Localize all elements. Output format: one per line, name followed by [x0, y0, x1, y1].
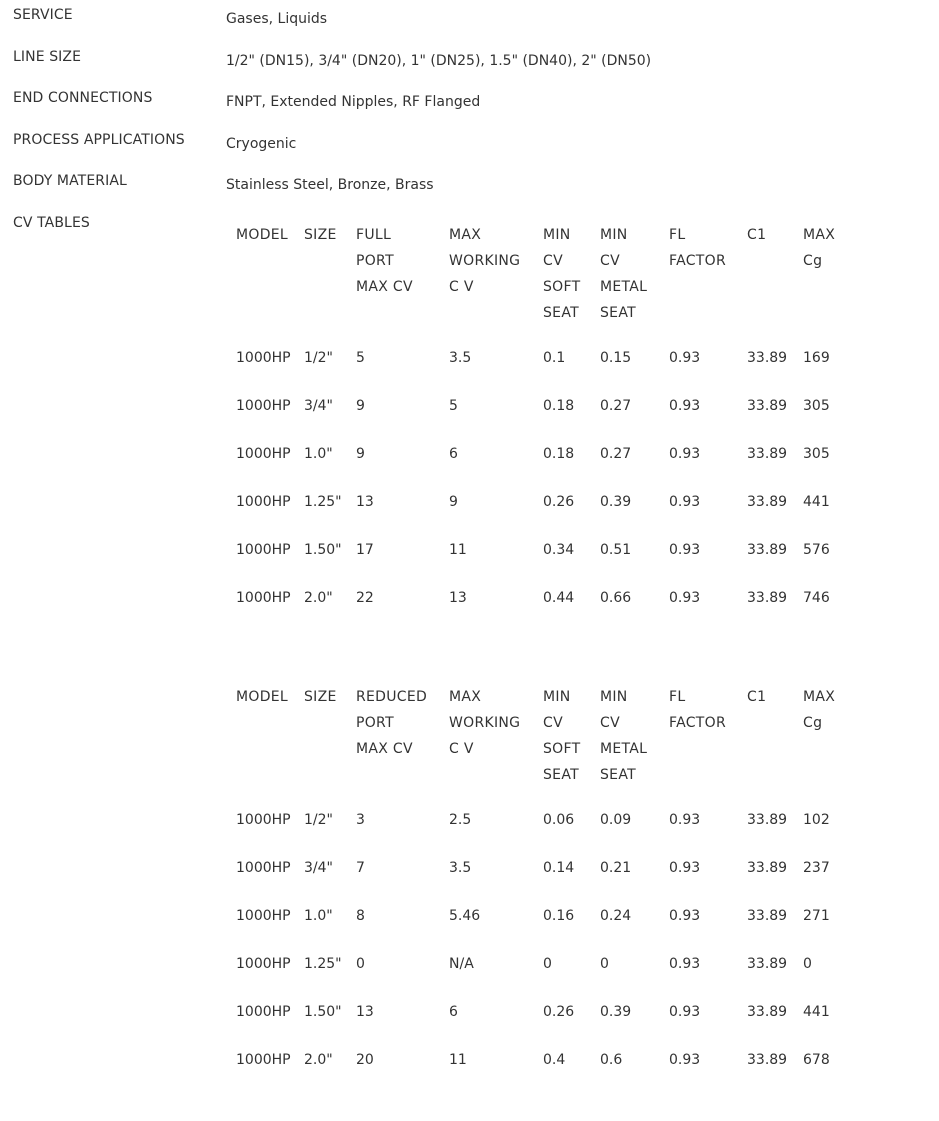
cell-max-cg: 305 [803, 446, 830, 462]
cell-max-working-cv: 5.46 [449, 908, 481, 924]
cell-fl-factor: 0.93 [669, 590, 701, 606]
spec-label: LINE SIZE [13, 49, 82, 65]
cell-model: 1000HP [236, 350, 291, 366]
header-max-working-cv [449, 227, 543, 348]
header-model [230, 689, 304, 810]
header-line: FACTOR [669, 715, 726, 731]
cell-size: 1/2" [304, 350, 333, 366]
cell-max-working-cv: 11 [449, 1052, 467, 1068]
cell-min-cv-soft-seat: 0 [543, 956, 552, 972]
header-model [230, 227, 304, 348]
table-row [230, 540, 853, 588]
header-line: FULL [356, 227, 392, 243]
cell-max-cv: 13 [356, 1004, 374, 1020]
cell-min-cv-soft-seat: 0.34 [543, 542, 575, 558]
cell-min-cv-soft-seat: 0.06 [543, 812, 575, 828]
table-row [230, 858, 853, 906]
cell-size: 3/4" [304, 860, 333, 876]
cell-max-working-cv: 3.5 [449, 860, 472, 876]
cell-c1: 33.89 [747, 1004, 788, 1020]
cell-min-cv-metal-seat: 0.39 [600, 494, 632, 510]
cell-max-cg: 271 [803, 908, 830, 924]
cell-c1: 33.89 [747, 908, 788, 924]
header-line: PORT [356, 253, 394, 269]
header-line: C V [449, 279, 474, 295]
table-row [230, 1002, 853, 1050]
cell-model: 1000HP [236, 908, 291, 924]
header-max-working-cv [449, 689, 543, 810]
header-line: MAX [803, 227, 836, 243]
header-line: WORKING [449, 253, 521, 269]
cell-size: 2.0" [304, 1052, 333, 1068]
cell-min-cv-soft-seat: 0.26 [543, 1004, 575, 1020]
cell-max-cv: 22 [356, 590, 374, 606]
spec-label: PROCESS APPLICATIONS [13, 132, 185, 148]
cell-max-cg: 237 [803, 860, 830, 876]
header-line: MAX CV [356, 741, 413, 757]
spec-label: BODY MATERIAL [13, 173, 127, 189]
spec-value: FNPT, Extended Nipples, RF Flanged [226, 94, 481, 110]
header-line: PORT [356, 715, 394, 731]
cell-c1: 33.89 [747, 956, 788, 972]
cell-min-cv-metal-seat: 0 [600, 956, 609, 972]
cell-max-cg: 305 [803, 398, 830, 414]
cell-max-working-cv: 5 [449, 398, 458, 414]
table-row [230, 810, 853, 858]
header-c1 [747, 227, 803, 348]
cell-max-working-cv: 2.5 [449, 812, 472, 828]
cell-max-cg: 441 [803, 494, 830, 510]
cell-min-cv-metal-seat: 0.21 [600, 860, 632, 876]
header-c1 [747, 689, 803, 810]
cell-fl-factor: 0.93 [669, 1004, 701, 1020]
cell-max-cg: 169 [803, 350, 830, 366]
header-line: Cg [803, 253, 823, 269]
header-line: MAX [803, 689, 836, 705]
cell-model: 1000HP [236, 446, 291, 462]
header-line: SEAT [600, 767, 636, 783]
cell-min-cv-soft-seat: 0.1 [543, 350, 566, 366]
header-max-cg [803, 227, 853, 348]
cell-fl-factor: 0.93 [669, 812, 701, 828]
cell-min-cv-soft-seat: 0.18 [543, 446, 575, 462]
cell-fl-factor: 0.93 [669, 956, 701, 972]
cell-size: 1.25" [304, 494, 342, 510]
cell-model: 1000HP [236, 812, 291, 828]
header-line: CV [600, 253, 620, 269]
cell-c1: 33.89 [747, 398, 788, 414]
spec-label: END CONNECTIONS [13, 90, 153, 106]
cell-max-working-cv: 3.5 [449, 350, 472, 366]
cell-c1: 33.89 [747, 860, 788, 876]
cell-c1: 33.89 [747, 590, 788, 606]
cell-max-cv: 9 [356, 398, 365, 414]
cell-min-cv-metal-seat: 0.15 [600, 350, 632, 366]
cell-c1: 33.89 [747, 494, 788, 510]
header-line: METAL [600, 279, 648, 295]
cell-min-cv-metal-seat: 0.09 [600, 812, 632, 828]
cell-model: 1000HP [236, 1052, 291, 1068]
header-line: MAX [449, 689, 482, 705]
header-line: MODEL [236, 689, 289, 705]
cell-min-cv-metal-seat: 0.66 [600, 590, 632, 606]
header-line: MIN [600, 689, 628, 705]
cell-model: 1000HP [236, 1004, 291, 1020]
spec-row-process-applications [13, 132, 913, 154]
cell-size: 1.50" [304, 1004, 342, 1020]
cell-min-cv-metal-seat: 0.27 [600, 446, 632, 462]
cell-size: 1.25" [304, 956, 342, 972]
cell-c1: 33.89 [747, 1052, 788, 1068]
header-line: C V [449, 741, 474, 757]
cell-max-cv: 0 [356, 956, 365, 972]
cell-max-cv: 8 [356, 908, 365, 924]
table-row [230, 444, 853, 492]
spec-row-end-connections [13, 90, 913, 112]
cell-min-cv-soft-seat: 0.4 [543, 1052, 566, 1068]
cell-max-cv: 7 [356, 860, 365, 876]
spec-value: Stainless Steel, Bronze, Brass [226, 177, 434, 193]
cell-fl-factor: 0.93 [669, 542, 701, 558]
cell-fl-factor: 0.93 [669, 350, 701, 366]
spec-value: 1/2" (DN15), 3/4" (DN20), 1" (DN25), 1.5" (DN40), 2" (DN50) [226, 53, 652, 69]
cell-size: 1/2" [304, 812, 333, 828]
cell-size: 1.0" [304, 908, 333, 924]
header-line: Cg [803, 715, 823, 731]
cell-c1: 33.89 [747, 542, 788, 558]
header-line: SOFT [543, 279, 581, 295]
header-max-cv [356, 689, 449, 810]
spec-row-body-material [13, 173, 913, 195]
table-row [230, 492, 853, 540]
cell-c1: 33.89 [747, 350, 788, 366]
header-line: C1 [747, 689, 767, 705]
header-line: CV [543, 715, 563, 731]
cell-model: 1000HP [236, 494, 291, 510]
cell-fl-factor: 0.93 [669, 494, 701, 510]
header-size [304, 227, 356, 348]
header-min-cv-metal-seat [600, 689, 669, 810]
cell-model: 1000HP [236, 956, 291, 972]
table-row [230, 396, 853, 444]
table-row [230, 906, 853, 954]
cell-size: 1.50" [304, 542, 342, 558]
header-max-cv [356, 227, 449, 348]
header-line: MIN [543, 689, 571, 705]
spec-label: CV TABLES [13, 215, 90, 231]
cell-c1: 33.89 [747, 812, 788, 828]
header-line: SEAT [543, 305, 579, 321]
spec-label: SERVICE [13, 7, 73, 23]
table-header-row [230, 230, 853, 348]
cell-max-cv: 5 [356, 350, 365, 366]
cell-max-cg: 576 [803, 542, 830, 558]
cell-fl-factor: 0.93 [669, 1052, 701, 1068]
header-line: MODEL [236, 227, 289, 243]
cell-model: 1000HP [236, 590, 291, 606]
header-size [304, 689, 356, 810]
cell-c1: 33.89 [747, 446, 788, 462]
cell-max-working-cv: 9 [449, 494, 458, 510]
header-min-cv-soft-seat [543, 689, 600, 810]
header-line: METAL [600, 741, 648, 757]
header-line: WORKING [449, 715, 521, 731]
cell-max-cg: 441 [803, 1004, 830, 1020]
cell-min-cv-soft-seat: 0.18 [543, 398, 575, 414]
cell-max-cg: 0 [803, 956, 812, 972]
cell-max-cv: 20 [356, 1052, 374, 1068]
header-fl-factor [669, 689, 747, 810]
header-line: REDUCED [356, 689, 428, 705]
spec-value: Gases, Liquids [226, 11, 328, 27]
header-line: CV [600, 715, 620, 731]
header-min-cv-soft-seat [543, 227, 600, 348]
header-line: FL [669, 689, 686, 705]
spec-value: Cryogenic [226, 136, 297, 152]
cell-max-working-cv: 13 [449, 590, 467, 606]
cell-max-cg: 678 [803, 1052, 830, 1068]
cell-max-cg: 746 [803, 590, 830, 606]
cell-model: 1000HP [236, 398, 291, 414]
cell-fl-factor: 0.93 [669, 446, 701, 462]
cell-fl-factor: 0.93 [669, 860, 701, 876]
cell-max-cv: 13 [356, 494, 374, 510]
spec-row-service [13, 7, 913, 29]
cell-size: 2.0" [304, 590, 333, 606]
cell-model: 1000HP [236, 542, 291, 558]
cell-max-cv: 17 [356, 542, 374, 558]
header-fl-factor [669, 227, 747, 348]
cell-min-cv-metal-seat: 0.39 [600, 1004, 632, 1020]
header-line: MAX CV [356, 279, 413, 295]
cell-size: 3/4" [304, 398, 333, 414]
cell-fl-factor: 0.93 [669, 398, 701, 414]
table-row [230, 348, 853, 396]
cell-min-cv-metal-seat: 0.27 [600, 398, 632, 414]
table-row [230, 1050, 853, 1098]
header-line: MIN [600, 227, 628, 243]
cell-model: 1000HP [236, 860, 291, 876]
header-line: FACTOR [669, 253, 726, 269]
cell-max-cg: 102 [803, 812, 830, 828]
spec-row-line-size [13, 49, 913, 71]
cell-min-cv-metal-seat: 0.24 [600, 908, 632, 924]
header-line: C1 [747, 227, 767, 243]
cell-min-cv-soft-seat: 0.14 [543, 860, 575, 876]
header-line: SIZE [304, 689, 337, 705]
full-port-cv-table [230, 227, 853, 636]
table-header-row [230, 692, 853, 810]
cell-max-working-cv: 11 [449, 542, 467, 558]
cell-max-cv: 3 [356, 812, 365, 828]
cell-max-cv: 9 [356, 446, 365, 462]
header-line: SEAT [600, 305, 636, 321]
cell-min-cv-soft-seat: 0.26 [543, 494, 575, 510]
header-line: MAX [449, 227, 482, 243]
cell-max-working-cv: N/A [449, 956, 474, 972]
cell-fl-factor: 0.93 [669, 908, 701, 924]
header-line: SEAT [543, 767, 579, 783]
header-line: SOFT [543, 741, 581, 757]
cell-size: 1.0" [304, 446, 333, 462]
cell-min-cv-soft-seat: 0.44 [543, 590, 575, 606]
header-line: MIN [543, 227, 571, 243]
table-row [230, 588, 853, 636]
cell-max-working-cv: 6 [449, 1004, 458, 1020]
header-line: FL [669, 227, 686, 243]
cell-min-cv-metal-seat: 0.51 [600, 542, 632, 558]
cell-min-cv-soft-seat: 0.16 [543, 908, 575, 924]
header-max-cg [803, 689, 853, 810]
header-line: SIZE [304, 227, 337, 243]
reduced-port-cv-table [230, 689, 853, 1098]
cell-max-working-cv: 6 [449, 446, 458, 462]
cell-min-cv-metal-seat: 0.6 [600, 1052, 623, 1068]
header-line: CV [543, 253, 563, 269]
table-row [230, 954, 853, 1002]
header-min-cv-metal-seat [600, 227, 669, 348]
